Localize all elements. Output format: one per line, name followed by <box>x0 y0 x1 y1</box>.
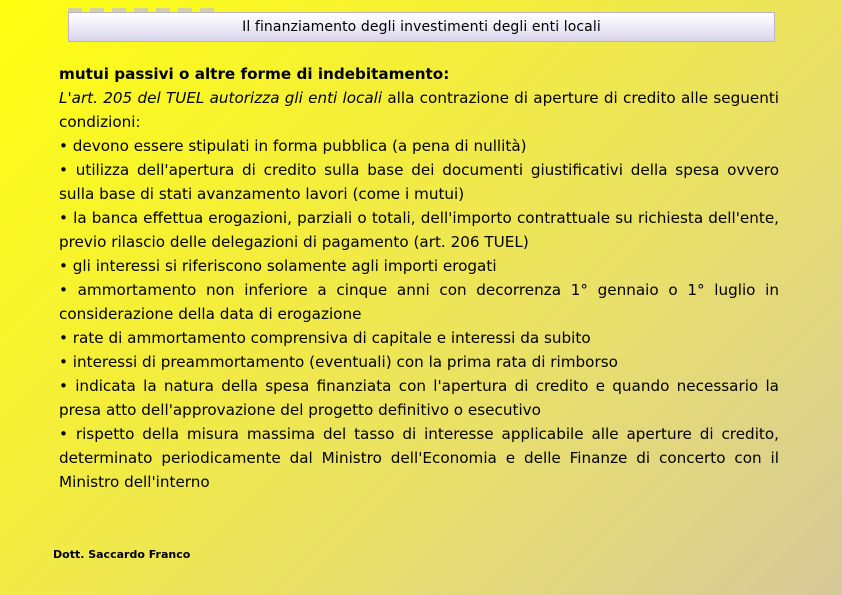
bullet-item: • gli interessi si riferiscono solamente agli importi erogati <box>59 257 497 275</box>
bullet-item: • la banca effettua erogazioni, parziali o totali, dell'importo contrattuale su richiesta dell'ente, previo rilascio delle delegazioni di pagamento (art. 206 TUEL) <box>59 209 779 251</box>
intro-text: alla contrazione di aperture di credito alle seguenti condizioni: <box>59 89 779 131</box>
header-bar <box>68 12 775 42</box>
bullet-item: • ammortamento non inferiore a cinque anni con decorrenza 1° gennaio o 1° luglio in considerazione della data di erogazione <box>59 281 779 323</box>
bullet-item: • devono essere stipulati in forma pubblica (a pena di nullità) <box>59 137 527 155</box>
page-title: Il finanziamento degli investimenti degli enti locali <box>242 19 601 35</box>
bullet-item: • rate di ammortamento comprensiva di capitale e interessi da subito <box>59 329 591 347</box>
intro-paragraph <box>59 86 779 134</box>
bullet-item: • interessi di preammortamento (eventuali) con la prima rata di rimborso <box>59 353 618 371</box>
slide-body <box>59 62 779 494</box>
section-heading: mutui passivi o altre forme di indebitamento: <box>59 65 450 83</box>
intro-reference: L'art. 205 del TUEL autorizza gli enti locali <box>59 89 383 107</box>
bullet-item: • rispetto della misura massima del tasso di interesse applicabile alle aperture di credito, determinato periodicamente dal Ministro dell'Economia e delle Finanze di concerto con il Ministro dell'interno <box>59 425 779 491</box>
footer-author: Dott. Saccardo Franco <box>53 548 191 561</box>
bullet-item: • indicata la natura della spesa finanziata con l'apertura di credito e quando necessario la presa atto dell'approvazione del progetto definitivo o esecutivo <box>59 377 779 419</box>
bullet-item: • utilizza dell'apertura di credito sulla base dei documenti giustificativi della spesa ovvero sulla base di stati avanzamento lavori (come i mutui) <box>59 161 779 203</box>
